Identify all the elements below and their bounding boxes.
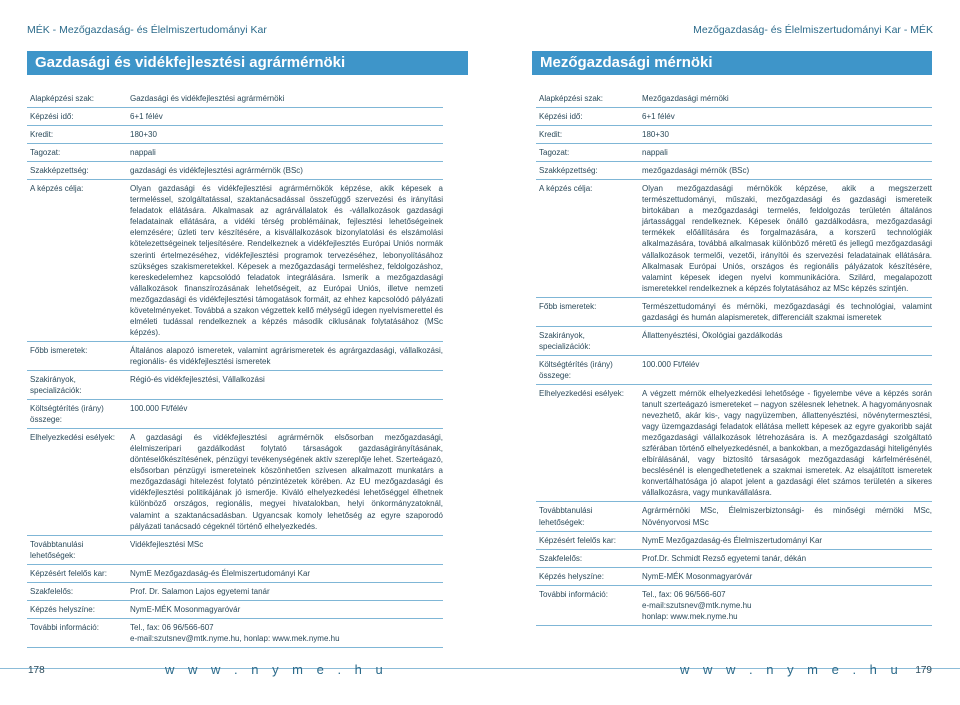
info-label: Tagozat:: [30, 148, 61, 158]
info-row: [536, 356, 932, 385]
info-value: Olyan gazdasági és vidékfejlesztési agrármérnökök képzése, akik képesek a termeléssel, szolgáltatással, szaktanácsadással összefüggő szervezési és irányítási feladatok ellátására. Alkalmasak az agrárvállalatok és -vállalkozások gazdasági feladatainak ellátására, a vidéki térség problémáinak, fejlesztési lehetőségeinek elemzésére; üzleti terv készítésére, a kisvállalkozások bizonylatolási és elszámolási kötelezettségeinek teljesítésére. Rendelkeznek a vidékfejlesztés Európai Uniós normák szerinti értelmezéséhez, vidékfejlesztési programok tervezéséhez, lebonyolításához szükséges szakismeretekkel. Képesek a mezőgazdasági termeléshez, feldolgozáshoz, kereskedelemhez kapcsolódó feladatok integrálására. Ismerik a mezőgazdasági vállalkozások finanszírozásának lehetőségeit, az Európai Uniós, illetve nemzeti mezőgazdasági és vidékfejlesztési támogatások formáit, az ehhez kapcsolódó pályázati követelményeket. Továbbá a szakon végzettek kellő mélységű idegen nyelvismerettel és elméleti tudással rendelkeznek a képzés második ciklusának folytatásához (MSc képzés).: [130, 184, 443, 337]
info-value: Természettudományi és mérnöki, mezőgazdasági és technológiai, valamint gazdasági és humán alapismeretek, differenciált szakmai ismeretek: [642, 301, 932, 322]
program-title: Gazdasági és vidékfejlesztési agrármérnöki: [27, 51, 468, 75]
info-row: [27, 342, 443, 371]
info-label: Szakképzettség:: [539, 166, 598, 176]
info-row: [27, 108, 443, 126]
running-head: Mezőgazdaság- és Élelmiszertudományi Kar - MÉK: [693, 24, 933, 36]
info-row: [536, 298, 932, 327]
info-label: Képzési idő:: [539, 112, 583, 122]
info-value: mezőgazdasági mérnök (BSc): [642, 166, 750, 176]
info-row: [27, 90, 443, 108]
info-label: Szakfelelős:: [539, 553, 583, 563]
info-label: Kredit:: [539, 130, 563, 140]
info-value: Olyan mezőgazdasági mérnökök képzése, akik a megszerzett természettudományi, műszaki, mezőgazdasági és gazdasági ismereteik birtokában a mezőgazdasági termelés, feldolgozás területén általános jártassággal rendelkeznek. Képesek önálló gazdálkodásra, mezőgazdasági termékek előállítására és forgalmazására, a korszerű technológiák alkalmazására, továbbá alkalmasak különböző méretű és jellegű mezőgazdasági vállalkozások termelői, vezetői, irányítói és szervezési feladatainak ellátására. Alkalmasak Európai Uniós, országos és regionális pályázatok készítésére, valamint képesek idegen nyelvi kommunikációra. Szilárd, megalapozott ismeretekkel rendelkeznek a képzés folytatásához az MSc képzés szintjén.: [642, 184, 932, 293]
info-row: [536, 568, 932, 586]
info-row: [27, 429, 443, 535]
info-row: [536, 385, 932, 502]
info-value: 180+30: [130, 130, 157, 140]
running-head: MÉK - Mezőgazdaság- és Élelmiszertudományi Kar: [27, 24, 267, 36]
info-row: [27, 601, 443, 619]
info-label: Főbb ismeretek:: [539, 301, 597, 311]
info-value: Régió-és vidékfejlesztési, Vállalkozási: [130, 374, 265, 384]
program-info-table: [536, 90, 932, 626]
info-value: NymE-MÉK Mosonmagyaróvár: [130, 604, 241, 614]
info-label: További információ:: [30, 622, 99, 632]
program-title: Mezőgazdasági mérnöki: [532, 51, 932, 75]
info-value: nappali: [130, 148, 156, 158]
info-label: További információ:: [539, 589, 608, 599]
info-row: [27, 144, 443, 162]
info-label: Továbbtanulási lehetőségek:: [30, 539, 84, 560]
info-value: NymE Mezőgazdaság-és Élelmiszertudományi Kar: [130, 568, 311, 578]
info-label: A képzés célja:: [539, 184, 593, 194]
info-row: [27, 400, 443, 429]
info-label: Elhelyezkedési esélyek:: [539, 388, 624, 398]
info-value: A gazdasági és vidékfejlesztési agrármérnök elsősorban mezőgazdasági, élelmiszeripari gazdálkodást folytató társaságok gazdaságirányításának, döntéselőkészítésének, pénzügyi tevékenységének aktív szereplője lehet. Szerteágazó, elsősorban pénzügyi ismereteinek köszönhetően szívesen alkalmazott munkatárs a mezőgazdasági hitelezést folytató pénzintézetek körében. Az EU mezőgazdasági és vidékfejlesztési politikájának jó ismerője. Kiváló elhelyezkedési lehetőséggel élhetnek különböző országos, regionális, megyei hivatalokban, helyi önkormányzatoknál, valamint a szaktanácsadásban. Ugyancsak komoly lehetőség az egyre szaporodó pályázati tanácsadó cégeknél történő elhelyezkedés.: [130, 433, 443, 531]
info-label: Szakirányok, specializációk:: [539, 330, 591, 351]
info-value: Tel., fax: 06 96/566-607 e-mail:szutsnev@mtk.nyme.hu, honlap: www.mek.nyme.hu: [130, 622, 340, 643]
info-label: Tagozat:: [539, 148, 570, 158]
info-row: [27, 126, 443, 144]
info-value: Állattenyésztési, Ökológiai gazdálkodás: [642, 330, 783, 340]
info-value: 100.000 Ft/félév: [642, 359, 700, 369]
info-value: Tel., fax: 06 96/566-607 e-mail:szutsnev@mtk.nyme.hu honlap: www.mek.nyme.hu: [642, 589, 752, 621]
info-label: Szakképzettség:: [30, 166, 89, 176]
info-label: Alapképzési szak:: [539, 94, 604, 103]
info-label: Költségtérítés (irány) összege:: [539, 359, 613, 380]
info-value: 180+30: [642, 130, 669, 140]
info-value: nappali: [642, 148, 668, 158]
info-label: Kredit:: [30, 130, 54, 140]
info-row: [536, 586, 932, 626]
info-row: [27, 371, 443, 400]
info-row: [27, 583, 443, 601]
program-info-table: [27, 90, 443, 648]
info-row: [536, 180, 932, 297]
info-row: [536, 108, 932, 126]
info-row: [536, 550, 932, 568]
info-label: Főbb ismeretek:: [30, 345, 88, 355]
info-row: [536, 162, 932, 180]
info-label: Szakirányok, specializációk:: [30, 374, 82, 396]
info-row: [536, 502, 932, 531]
info-row: [27, 565, 443, 583]
info-label: A képzés célja:: [30, 184, 84, 194]
info-value: Vidékfejlesztési MSc: [130, 539, 204, 549]
info-row: [536, 532, 932, 550]
info-value: 100.000 Ft/félév: [130, 404, 188, 414]
info-row: [536, 327, 932, 356]
website-url: w w w . n y m e . h u: [165, 662, 388, 677]
info-value: gazdasági és vidékfejlesztési agrármérnök (BSc): [130, 166, 303, 176]
info-label: Továbbtanulási lehetőségek:: [539, 506, 593, 527]
website-url: w w w . n y m e . h u: [680, 662, 903, 677]
right-page: [480, 0, 960, 705]
info-value: Prof. Dr. Salamon Lajos egyetemi tanár: [130, 586, 270, 596]
info-row: [27, 180, 443, 342]
info-label: Képzési idő:: [30, 112, 74, 122]
info-value: NymE Mezőgazdaság-és Élelmiszertudományi Kar: [642, 535, 823, 545]
info-label: Költségtérítés (irány) összege:: [30, 404, 104, 425]
info-value: 6+1 félév: [642, 112, 675, 122]
info-label: Képzés helyszíne:: [30, 604, 95, 614]
info-label: Képzés helyszíne:: [539, 571, 604, 581]
info-value: Prof.Dr. Schmidt Rezső egyetemi tanár, dékán: [642, 553, 807, 563]
info-label: Képzésért felelős kar:: [30, 568, 107, 578]
info-label: Elhelyezkedési esélyek:: [30, 433, 115, 443]
page-number: 178: [28, 665, 45, 676]
info-value: Gazdasági és vidékfejlesztési agrármérnöki: [130, 94, 285, 103]
info-row: [27, 162, 443, 180]
info-value: Általános alapozó ismeretek, valamint agrárismeretek és agrárgazdasági, vállalkozási, regionális- és vidékfejlesztési ismeretek: [130, 345, 443, 366]
page-number: 179: [915, 665, 932, 676]
info-row: [536, 144, 932, 162]
info-label: Szakfelelős:: [30, 586, 74, 596]
info-label: Képzésért felelős kar:: [539, 535, 616, 545]
info-row: [27, 536, 443, 565]
info-row: [536, 126, 932, 144]
info-row: [536, 90, 932, 108]
info-value: 6+1 félév: [130, 112, 163, 122]
info-value: A végzett mérnök elhelyezkedési lehetősége - figyelembe véve a képzés során tanult szerteágazó ismereteket – nagyon szélesnek lehetnek. A hagyományosnak nevezhető, akár kis-, vagy nagyüzemben, állattenyésztési, növénytermesztési, vagy üzemgazdasági feladatok ellátása mellett képesek az egyre gyakoribb saját mezőgazdasági vállalkozások létrehozására is. A mezőgazdasági szolgáltató szférában történő elhelyezkedésnél, a bankokban, a mezőgazdasági hiteligénylés elbírálásánál, vagy biztosító társaságok mezőgazdasági kárfelmérésénél, becslésénél is elengedhetetlenek a szakmai ismeretek. Az elsajátított ismeretek konvertálhatósága jó alapot jelent a gazdasági élet számos területén a sikeres vállalkozásra, vagy munkavállalásra.: [642, 388, 932, 498]
info-value: NymE-MÉK Mosonmagyaróvár: [642, 571, 753, 581]
info-label: Alapképzési szak:: [30, 94, 95, 103]
info-value: Agrármérnöki MSc, Élelmiszerbiztonsági- és minőségi mérnöki MSc, Növényorvosi MSc: [642, 506, 932, 527]
info-row: [27, 619, 443, 648]
info-value: Mezőgazdasági mérnöki: [642, 94, 729, 103]
